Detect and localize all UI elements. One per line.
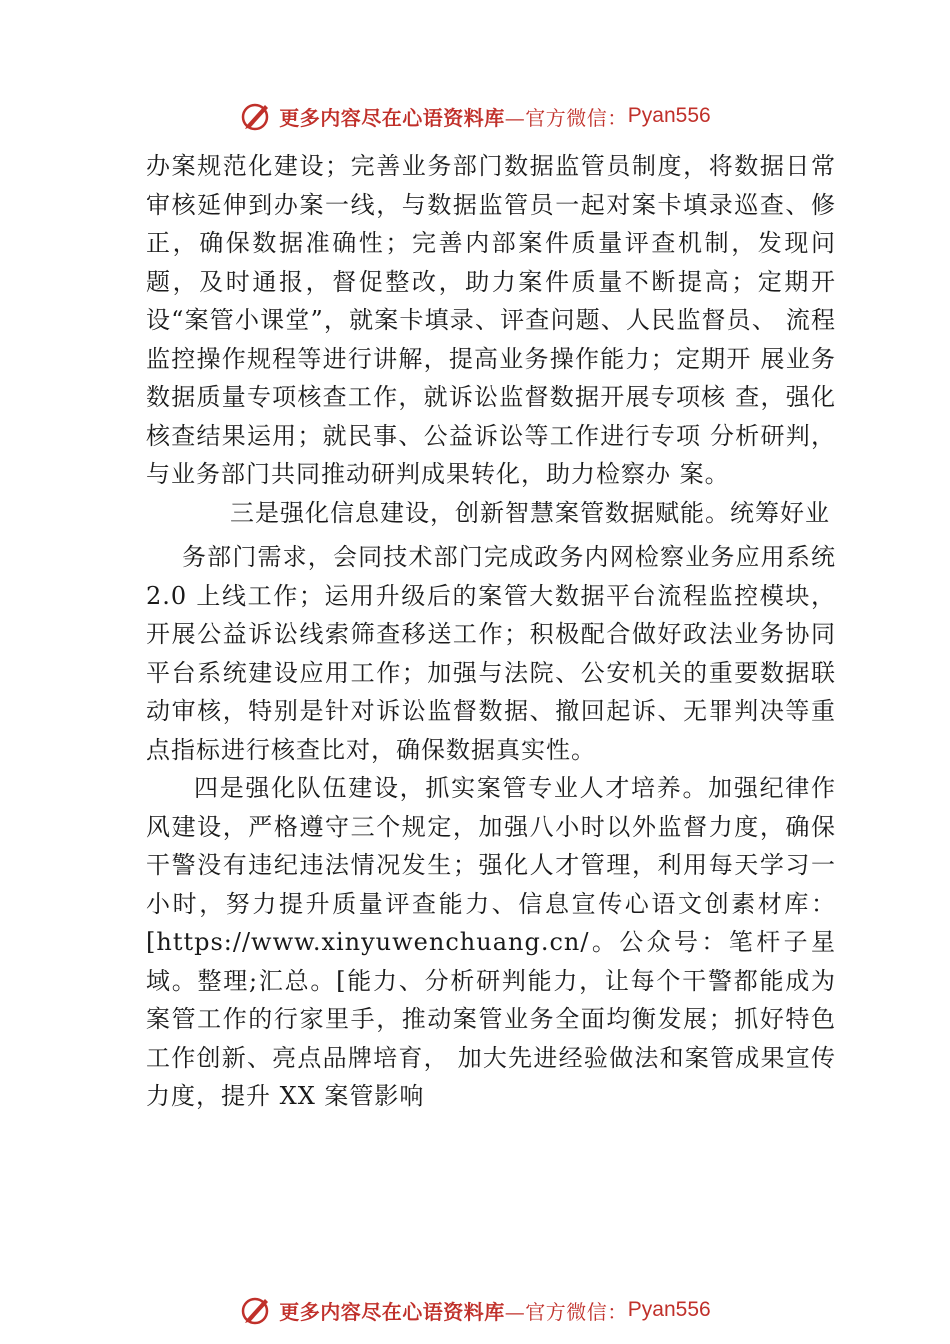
footer-banner-title: 更多内容尽在心语资料库 — [279, 1299, 505, 1324]
paragraph-2-heading: 三是强化信息建设，创新智慧案管数据赋能。统筹好业 — [230, 498, 830, 527]
paragraph-1: 办案规范化建设；完善业务部门数据监管员制度，将数据日常审核延伸到办案一线，与数据监管员一起对案卡填录巡查、修正，确保数据准确性；完善内部案件质量评查机制，发现问题，及时通报，督促整改，助力案件质量不断提高；定期开设“案管小课堂”，就案卡填录、评查问题、人民监督员、 流程监控操作规程等进行讲解，提高业务操作能力；定期开 展业务数据质量专项核查工作，就诉讼监督数据开展专项核 查，强化核查结果运用；就民事、公益诉讼等工作进行专项 分析研判，与业务部门共同推动研判成果转化，助力检察办 案。 — [146, 152, 836, 488]
header-banner-title: 更多内容尽在心语资料库 — [279, 105, 505, 130]
pen-logo-icon — [239, 99, 273, 133]
footer-banner — [0, 1290, 950, 1330]
header-banner-wechat-id: Pyan556 — [627, 104, 711, 127]
footer-banner-wechat-id: Pyan556 — [627, 1298, 711, 1321]
header-banner-subtitle: —官方微信： — [504, 105, 628, 130]
paragraph-2 — [146, 494, 836, 533]
footer-banner-subtitle: —官方微信： — [504, 1299, 628, 1324]
pen-logo-icon — [239, 1293, 273, 1327]
paragraph-3: 四是强化队伍建设，抓实案管专业人才培养。加强纪律作风建设，严格遵守三个规定，加强八小时以外监督力度，确保干警没有违纪违法情况发生；强化人才管理，利用每天学习一小时，努力提升质量评查能力、信息宣传心语文创素材库：[https://www.xinyuwenchuang.cn/。公众号：笔杆子星域。整理;汇总。[能力、分析研判能力，让每个干警都能成为案管工作的行家里手，推动案管业务全面均衡发展；抓好特色工作创新、亮点品牌培育， 加大先进经验做法和案管成果宣传力度，提升 XX 案管影响 — [146, 774, 836, 1110]
paragraph-2-continuation: 务部门需求，会同技术部门完成政务内网检察业务应用系统2.0 上线工作；运用升级后的案管大数据平台流程监控模块，开展公益诉讼线索筛查移送工作；积极配合做好政法业务协同平台系统建设应用工作；加强与法院、公安机关的重要数据联动审核，特别是针对诉讼监督数据、撤回起诉、无罪判决等重点指标进行核查比对，确保数据真实性。 — [146, 543, 836, 764]
header-banner — [0, 96, 950, 136]
document-body — [146, 147, 836, 1116]
